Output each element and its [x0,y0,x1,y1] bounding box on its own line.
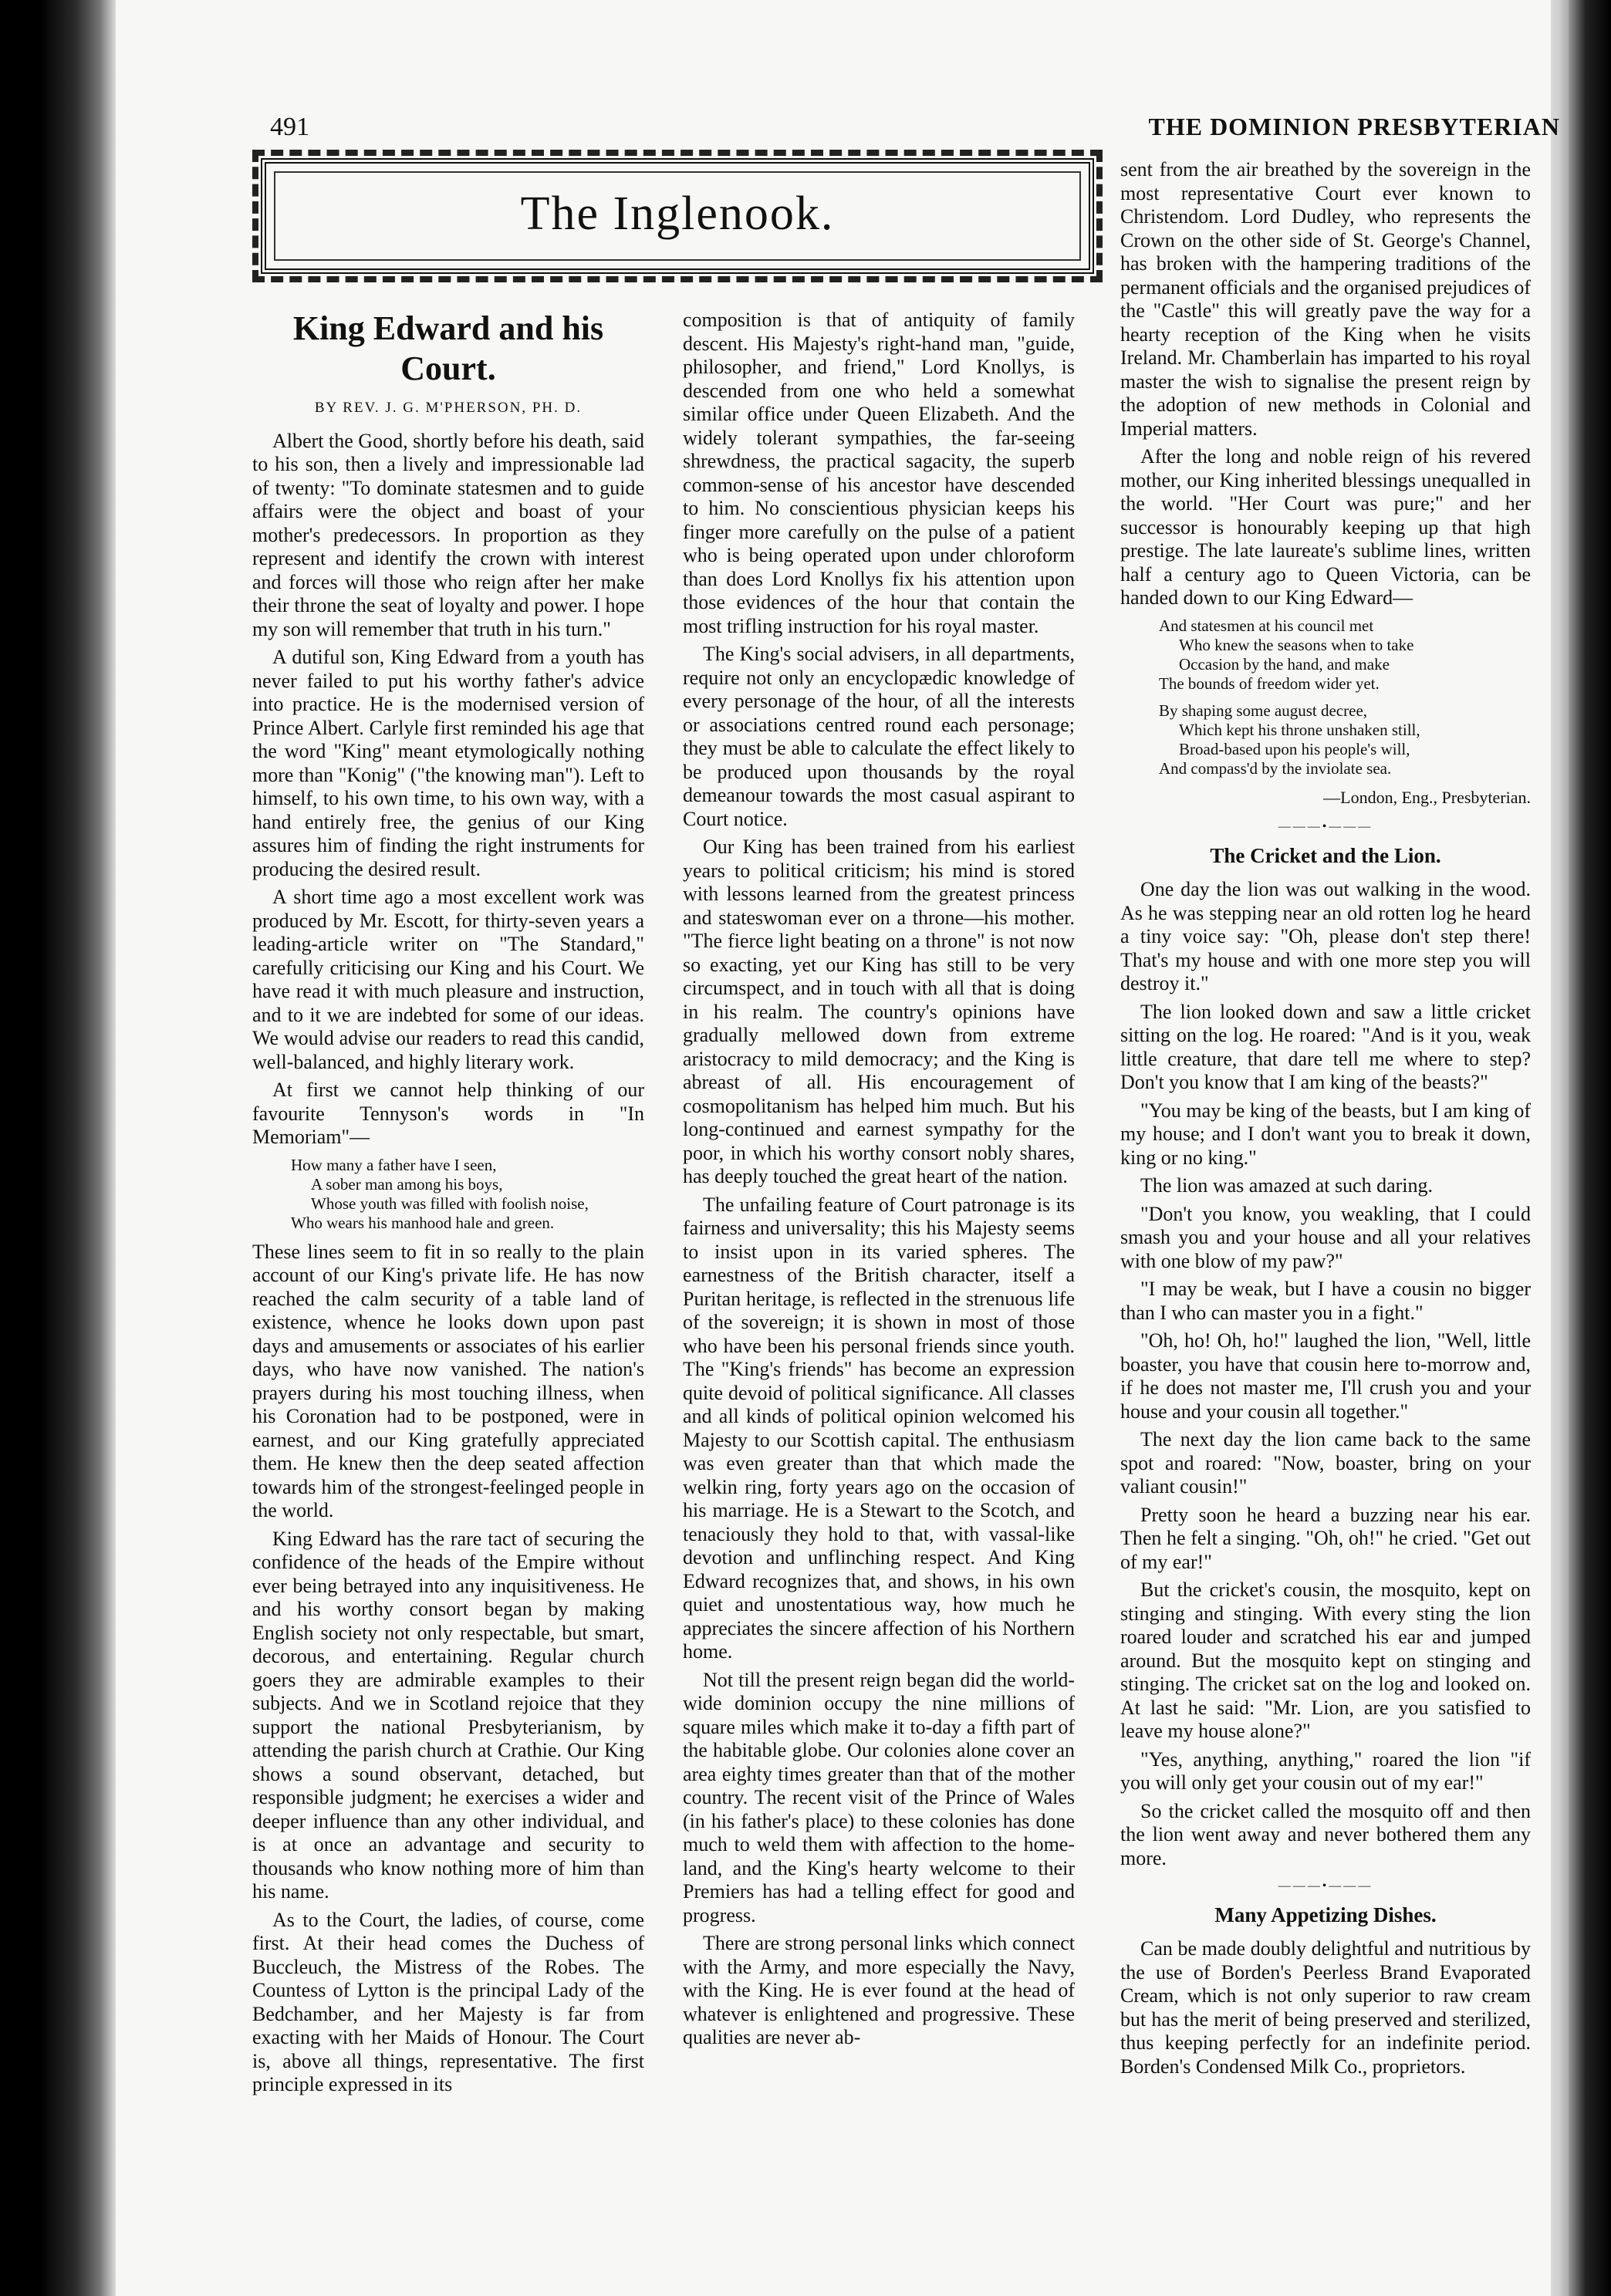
story-title: The Cricket and the Lion. [1210,843,1441,867]
paragraph: "I may be weak, but I have a cousin no bigger than I who can master you in a fight." [1120,1278,1531,1324]
article-title-line-2: Court. [400,349,496,387]
paragraph: sent from the air breathed by the sovereign in the most representative Court ever known to Christendom. Lord Dudley, who represents the Crown on the other side of St. George's Channel, has broken with the hampering traditions of the permanent officials and the organised prejudices of the "Castle" this will greatly pave the way for a hearty reception of the King when he visits Ireland. Mr. Chamberlain has imparted to his royal master the wish to signalise the present reign by the adoption of new methods in Colonial and Imperial matters. [1120,158,1531,440]
poem-tennyson-stanza-1 [1159,616,1531,694]
paragraph: There are strong personal links which connect with the Army, and more especially the Navy, with the King. He is ever found at the head of whatever is enlightened and progressive. These qualities are never ab- [683,1932,1075,2048]
paragraph: "Oh, ho! Oh, ho!" laughed the lion, "Well, little boaster, you have that cousin here to-morrow and, if he does not master me, I'll crush you and your house and your cousin all together." [1120,1329,1531,1423]
poem-tennyson-stanza-2 [1159,701,1531,778]
scan-gutter-right [1569,0,1611,2296]
scan-gutter-left [0,0,100,2296]
paragraph: King Edward has the rare tact of securing the confidence of the heads of the Empire without ever being betrayed into any inquisitiveness. He and his worthy consort began by making English society not only respectable, but smart, decorous, and entertaining. Regular church goers they are admirable examples to their subjects. And we in Scotland rejoice that they support the national Presbyterianism, by attending the parish church at Crathie. Our King shows a sound observant, detached, but responsible judgment; he exercises a wider and deeper influence than any other individual, and is at once an advantage and security to thousands who know nothing more of him than his name. [252,1527,644,1903]
article-signature: —London, Eng., Presbyterian. [1323,787,1531,807]
paragraph: But the cricket's cousin, the mosquito, kept on stinging and stinging. With every sting the lion roared louder and scratched his ear and jumped around. But the mosquito kept on stinging and stinging. The cricket sat on the log and looked on. At last he said: "Mr. Lion, are you satisfied to leave my house alone?" [1120,1578,1531,1742]
paragraph: The King's social advisers, in all departments, require not only an encyclopædic knowledge of every personage of the hour, of all the interests or associations centred round each personage; they must be able to calculate the effect likely to be produced upon thousands by the royal demeanour towards the most casual aspirant to Court notice. [683,643,1075,830]
paragraph: The lion was amazed at such daring. [1140,1174,1434,1197]
poem-line: And compass'd by the inviolate sea. [1159,758,1392,778]
paragraph: A dutiful son, King Edward from a youth has never failed to put his worthy father's advice into practice. He is the modernised version of Prince Albert. Carlyle first reminded his age that the word "King" meant etymologically nothing more than "Konig" ("the knowing man"). Left to himself, to his own time, to his own way, with a hand entirely free, the genius of our King assures him of finding the right instruments for producing the desired result. [252,646,644,880]
paragraph: "You may be king of the beasts, but I am king of my house; and I don't want you to break it down, king or no king." [1120,1099,1531,1169]
byline: BY REV. J. G. M'PHERSON, PH. D. [314,400,583,416]
section-title: The Inglenook. [520,187,835,240]
paragraph: "Yes, anything, anything," roared the lion "if you will only get your cousin out of my ear!" [1120,1747,1531,1794]
running-head: THE DOMINION PRESBYTERIAN [1148,113,1560,140]
paragraph: The unfailing feature of Court patronage is its fairness and universality; this his Majesty seems to insist upon in its varied spheres. The earnestness of the British character, itself a Puritan heritage, is reflected in the strenuous life of the sovereign; it is shown in most of those who have been his personal friends since youth. The "King's friends" has become an expression quite devoid of political significance. All classes and all kinds of political opinion welcomed his Majesty to our Scottish capital. The enthusiasm was even greater than that which made the welkin ring, forty years ago on the occasion of his marriage. He is a Stewart to the Scotch, and tenaciously they hold to that, with vassal-like devotion and unflinching respect. And King Edward recognizes that, and shows, in his own quiet and unostentatious way, how much he appreciates the sincere affection of his Northern home. [683,1193,1075,1663]
paragraph: Albert the Good, shortly before his death, said to his son, then a lively and impressionable lad of twenty: "To dominate statesmen and to guide affairs were the object and boast of your mother's predecessors. In proportion as they represent and identify the crown with interest and forces will those who reign after her make their throne the seat of loyalty and power. I hope my son will remember that truth in his turn." [252,429,644,640]
poem-line: Who knew the seasons when to take [1179,635,1414,654]
page-number: 491 [270,113,309,141]
paragraph: So the cricket called the mosquito off and then the lion went away and never bothered them any more. [1120,1799,1531,1869]
paragraph: One day the lion was out walking in the wood. As he was stepping near an old rotten log he heard a tiny voice say: "Oh, please don't step there! That's my house and with one more step you will destroy it." [1120,878,1531,994]
paragraph: composition is that of antiquity of family descent. His Majesty's right-hand man, "guide, philosopher, and friend," Lord Knollys, is descended from one who held a somewhat similar office under Queen Elizabeth. And the widely tolerant sympathies, the far-seeing shrewdness, the practical sagacity, the superb common-sense of his ancestor have descended to him. No conscientious physician keeps his finger more carefully on the pulse of a patient who is being operated upon under chloroform than does Lord Knollys fix his attention upon those evidences of the hour that contain the most trifling instruction for his royal master. [683,309,1075,637]
poem-line: Who wears his manhood hale and green. [291,1213,555,1232]
paragraph: After the long and noble reign of his revered mother, our King inherited blessings unequalled in the world. "Her Court was pure;" and her successor is honourably keeping up that high prestige. The late laureate's sublime lines, written half a century ago to Queen Victoria, can be handed down to our King Edward— [1120,445,1531,609]
divider: ———•——— [1278,820,1373,833]
poem-line: Occasion by the hand, and make [1179,654,1390,674]
page-header [270,113,1574,140]
column-1 [252,309,644,2102]
section-title-frame [261,158,1094,274]
paragraph: The lion looked down and saw a little cricket sitting on the log. He roared: "And is it you, weak little creature, that dare tell me where to step? Don't you know that I am king of the beasts?" [1120,1000,1531,1093]
paragraph: Our King has been trained from his earliest years to political criticism; his mind is stored with lessons learned from the greatest princess and stateswoman ever on a throne—his mother. "The fierce light beating on a throne" is not now so exacting, yet our King has still to be very circumspect, and in touch with all that is doing in his realm. The country's opinions have gradually mellowed down from extreme aristocracy to mild democracy; and the King is abreast of all. His encouragement of cosmopolitanism has helped him much. But his long-continued and earnest sympathy for the poor, in which his worthy consort nobly shares, has deeply touched the great heart of the nation. [683,836,1075,1187]
article-title-line-1: King Edward and his [292,309,604,347]
paragraph: "Don't you know, you weakling, that I could smash you and your house and all your relatives with one blow of my paw?" [1120,1202,1531,1272]
paragraph: Pretty soon he heard a buzzing near his ear. Then he felt a singing. "Oh, oh!" he cried. "Get out of my ear!" [1120,1503,1531,1573]
poem-line: Which kept his throne unshaken still, [1179,720,1420,739]
poem-line: A sober man among his boys, [311,1174,503,1194]
paragraph: The next day the lion came back to the same spot and roared: "Now, boaster, bring on your valiant cousin!" [1120,1428,1531,1497]
column-3 [1120,158,1531,2083]
paragraph: These lines seem to fit in so really to the plain account of our King's private life. He has now reached the calm security of a table land of existence, whence he looks down upon past days and amusements or associates of his earlier days, who have now vanished. The nation's prayers during his most touching illness, when his Coronation had to be postponed, were in earnest, and our King gratefully appreciated them. He knew then the deep seated affection towards him of the strongest-feelinged people in the world. [252,1240,644,1521]
paragraph: At first we cannot help thinking of our favourite Tennyson's words in "In Memoriam"— [252,1079,644,1148]
poem-line: And statesmen at his council met [1159,616,1374,635]
poem-in-memoriam [291,1156,644,1233]
poem-line: Whose youth was filled with foolish noise, [311,1194,589,1213]
poem-line: The bounds of freedom wider yet. [1159,674,1380,693]
paragraph: Can be made doubly delightful and nutritious by the use of Borden's Peerless Brand Evaporated Cream, which is not only superior to raw cream but has the merit of being preserved and sterilized, thus keeping perfectly for an indefinite period. Borden's Condensed Milk Co., proprietors. [1120,1937,1531,2078]
column-2 [683,309,1075,2055]
poem-line: By shaping some august decree, [1159,701,1368,720]
article-title [252,309,644,389]
paragraph: As to the Court, the ladies, of course, come first. At their head comes the Duchess of Buccleuch, the Mistress of the Robes. The Countess of Lytton is the principal Lady of the Bedchamber, and her Majesty is far from exacting with her Maids of Honour. The Court is, above all things, representative. The first principle expressed in its [252,1908,644,2095]
poem-line: Broad-based upon his people's will, [1179,739,1410,758]
divider: ———•——— [1278,1879,1373,1893]
advert-title: Many Appetizing Dishes. [1214,1903,1437,1926]
paragraph: A short time ago a most excellent work was produced by Mr. Escott, for thirty-seven years a leading-article writer on "The Standard," carefully criticising our King and his Court. We have read it with much pleasure and instruction, and to it we are indebted for some of our ideas. We would advise our readers to read this candid, well-balanced, and highly literary work. [252,886,644,1073]
poem-line: How many a father have I seen, [291,1155,497,1174]
paragraph: Not till the present reign began did the world-wide dominion occupy the nine millions of square miles which make it to-day a fifth part of the habitable globe. Our colonies alone cover an area eighty times greater than that of the mother country. The recent visit of the Prince of Wales (in his father's place) to these colonies has done much to weld them with affection to the home-land, and the King's hearty welcome to their Premiers has had a telling effect for good and progress. [683,1668,1075,1926]
